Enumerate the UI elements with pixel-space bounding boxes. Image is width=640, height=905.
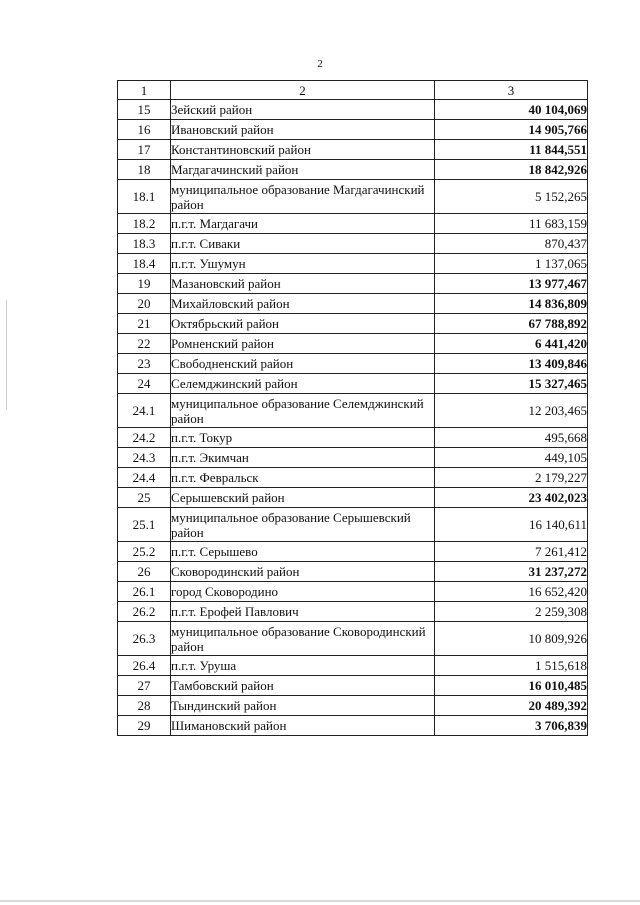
amount-value: 16 652,420: [435, 582, 588, 602]
amount-value: 6 441,420: [435, 334, 588, 354]
table-row: [118, 562, 588, 582]
table-row: [118, 274, 588, 294]
row-number: 21: [118, 314, 171, 334]
row-number: 18.1: [118, 180, 171, 214]
row-number: 26.3: [118, 622, 171, 656]
scan-bottom-edge: [0, 900, 640, 902]
amount-value: 10 809,926: [435, 622, 588, 656]
amount-value: 13 409,846: [435, 354, 588, 374]
table-row: [118, 428, 588, 448]
budget-table: [117, 80, 588, 736]
amount-value: 16 140,611: [435, 508, 588, 542]
district-name: муниципальное образование Селемджинский район: [171, 394, 435, 428]
amount-value: 1 515,618: [435, 656, 588, 676]
table-row: [118, 582, 588, 602]
district-name: п.г.т. Магдагачи: [171, 214, 435, 234]
row-number: 26.1: [118, 582, 171, 602]
row-number: 20: [118, 294, 171, 314]
table-row: [118, 120, 588, 140]
row-number: 25.2: [118, 542, 171, 562]
table-row: [118, 334, 588, 354]
district-name: город Сковородино: [171, 582, 435, 602]
amount-value: 870,437: [435, 234, 588, 254]
row-number: 16: [118, 120, 171, 140]
row-number: 17: [118, 140, 171, 160]
amount-value: 18 842,926: [435, 160, 588, 180]
amount-value: 11 844,551: [435, 140, 588, 160]
table-row: [118, 140, 588, 160]
row-number: 22: [118, 334, 171, 354]
table-row: [118, 716, 588, 736]
table-row: [118, 542, 588, 562]
district-name: Ивановский район: [171, 120, 435, 140]
district-name: Константиновский район: [171, 140, 435, 160]
table-row: [118, 656, 588, 676]
table-row: [118, 160, 588, 180]
row-number: 24.4: [118, 468, 171, 488]
table-row: [118, 696, 588, 716]
row-number: 18.2: [118, 214, 171, 234]
district-name: п.г.т. Экимчан: [171, 448, 435, 468]
row-number: 25.1: [118, 508, 171, 542]
district-name: муниципальное образование Серышевский район: [171, 508, 435, 542]
row-number: 18: [118, 160, 171, 180]
table-row: [118, 508, 588, 542]
row-number: 26.2: [118, 602, 171, 622]
table-row: [118, 622, 588, 656]
amount-value: 14 836,809: [435, 294, 588, 314]
amount-value: 7 261,412: [435, 542, 588, 562]
district-name: Михайловский район: [171, 294, 435, 314]
amount-value: 14 905,766: [435, 120, 588, 140]
district-name: Тамбовский район: [171, 676, 435, 696]
amount-value: 2 179,227: [435, 468, 588, 488]
district-name: Серышевский район: [171, 488, 435, 508]
row-number: 29: [118, 716, 171, 736]
district-name: п.г.т. Ерофей Павлович: [171, 602, 435, 622]
amount-value: 16 010,485: [435, 676, 588, 696]
column-header-2: 2: [171, 81, 435, 100]
amount-value: 67 788,892: [435, 314, 588, 334]
row-number: 26: [118, 562, 171, 582]
table-row: [118, 254, 588, 274]
amount-value: 3 706,839: [435, 716, 588, 736]
row-number: 25: [118, 488, 171, 508]
district-name: п.г.т. Серышево: [171, 542, 435, 562]
amount-value: 5 152,265: [435, 180, 588, 214]
scan-edge-mark: [6, 300, 7, 410]
district-name: Селемджинский район: [171, 374, 435, 394]
row-number: 18.3: [118, 234, 171, 254]
amount-value: 31 237,272: [435, 562, 588, 582]
district-name: Сковородинский район: [171, 562, 435, 582]
row-number: 26.4: [118, 656, 171, 676]
row-number: 24.3: [118, 448, 171, 468]
row-number: 23: [118, 354, 171, 374]
district-name: Зейский район: [171, 100, 435, 120]
amount-value: 12 203,465: [435, 394, 588, 428]
district-name: Свободненский район: [171, 354, 435, 374]
table-row: [118, 374, 588, 394]
table-row: [118, 100, 588, 120]
table-row: [118, 488, 588, 508]
district-name: Октябрьский район: [171, 314, 435, 334]
district-name: муниципальное образование Магдагачинский район: [171, 180, 435, 214]
amount-value: 23 402,023: [435, 488, 588, 508]
row-number: 15: [118, 100, 171, 120]
column-header-3: 3: [435, 81, 588, 100]
amount-value: 20 489,392: [435, 696, 588, 716]
amount-value: 1 137,065: [435, 254, 588, 274]
row-number: 24.2: [118, 428, 171, 448]
table-row: [118, 314, 588, 334]
district-name: п.г.т. Февральск: [171, 468, 435, 488]
amount-value: 2 259,308: [435, 602, 588, 622]
amount-value: 15 327,465: [435, 374, 588, 394]
table-row: [118, 180, 588, 214]
table-row: [118, 394, 588, 428]
table-row: [118, 676, 588, 696]
amount-value: 40 104,069: [435, 100, 588, 120]
table-row: [118, 602, 588, 622]
amount-value: 11 683,159: [435, 214, 588, 234]
row-number: 24.1: [118, 394, 171, 428]
table-row: [118, 294, 588, 314]
table-row: [118, 354, 588, 374]
row-number: 19: [118, 274, 171, 294]
table-row: [118, 234, 588, 254]
row-number: 24: [118, 374, 171, 394]
district-name: п.г.т. Токур: [171, 428, 435, 448]
row-number: 18.4: [118, 254, 171, 274]
amount-value: 449,105: [435, 448, 588, 468]
district-name: муниципальное образование Сковородинский район: [171, 622, 435, 656]
row-number: 27: [118, 676, 171, 696]
table-row: [118, 448, 588, 468]
district-name: Тындинский район: [171, 696, 435, 716]
district-name: п.г.т. Ушумун: [171, 254, 435, 274]
row-number: 28: [118, 696, 171, 716]
amount-value: 13 977,467: [435, 274, 588, 294]
table-row: [118, 214, 588, 234]
amount-value: 495,668: [435, 428, 588, 448]
district-name: п.г.т. Уруша: [171, 656, 435, 676]
district-name: Мазановский район: [171, 274, 435, 294]
district-name: п.г.т. Сиваки: [171, 234, 435, 254]
table-header-row: [118, 81, 588, 100]
table-row: [118, 468, 588, 488]
district-name: Шимановский район: [171, 716, 435, 736]
column-header-1: 1: [118, 81, 171, 100]
district-name: Магдагачинский район: [171, 160, 435, 180]
district-name: Ромненский район: [171, 334, 435, 354]
page-number: 2: [317, 58, 323, 70]
